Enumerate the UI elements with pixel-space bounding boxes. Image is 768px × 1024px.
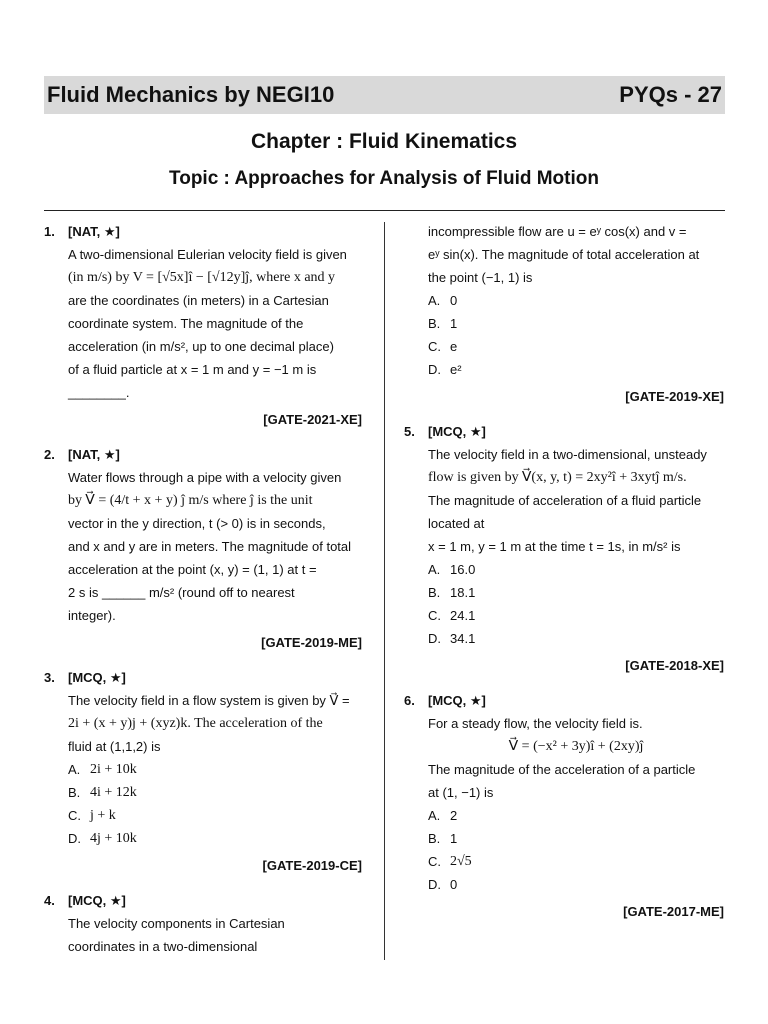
option-c: C. e bbox=[428, 339, 458, 354]
option-d: D. e² bbox=[428, 362, 462, 377]
question-text: For a steady flow, the velocity field is. V⃗ = (−x² + 3y)î + (2xy)ĵ The magnitude of the acceleration of a particle at (1, −1) is bbox=[428, 712, 724, 804]
question-type: [MCQ, ★] bbox=[428, 693, 486, 708]
question-type: [NAT, ★] bbox=[68, 224, 120, 239]
question-number: 6. bbox=[404, 693, 415, 708]
option-c: C. j + k bbox=[68, 808, 116, 823]
book-title: Fluid Mechanics by NEGI10 bbox=[47, 82, 335, 107]
option-a: A. 2 bbox=[428, 808, 458, 823]
option-b: B. 4i + 12k bbox=[68, 785, 137, 800]
question-text: The velocity components in Cartesian coordinates in a two-dimensional bbox=[68, 916, 285, 954]
question-2 bbox=[44, 443, 362, 654]
question-4-continued bbox=[404, 220, 724, 408]
question-number: 2. bbox=[44, 447, 55, 462]
question-4 bbox=[44, 889, 362, 958]
question-number: 4. bbox=[44, 893, 55, 908]
option-b: B. 18.1 bbox=[428, 585, 476, 600]
question-6 bbox=[404, 689, 724, 923]
question-source: [GATE-2017-ME] bbox=[623, 904, 724, 919]
topic-title: Topic : Approaches for Analysis of Fluid Motion bbox=[169, 168, 599, 189]
page-label: PYQs - 27 bbox=[619, 82, 722, 107]
question-source: [GATE-2019-ME] bbox=[261, 635, 362, 650]
question-text: incompressible flow are u = eʸ cos(x) and v = eʸ sin(x). The magnitude of total acceleration at the point (−1, 1) is bbox=[428, 224, 700, 285]
question-5 bbox=[404, 420, 724, 677]
question-source: [GATE-2019-CE] bbox=[262, 858, 362, 873]
option-c: C. 2√5 bbox=[428, 854, 472, 869]
question-text: The velocity field in a two-dimensional, unsteady flow is given by V⃗(x, y, t) = 2xy²î + 3xytĵ m/s. The magnitude of acceleration of a fluid particle located at x = 1 m, y = 1 m at the time t = 1s, in m/s² is bbox=[428, 447, 707, 554]
option-d: D. 4j + 10k bbox=[68, 831, 137, 846]
question-source: [GATE-2021-XE] bbox=[263, 412, 362, 427]
question-text: Water flows through a pipe with a velocity given by V⃗ = (4/t + x + y) ĵ m/s where ĵ is the unit vector in the y direction, t (> 0) is in seconds, and x and y are in meters. The magnitude of total acceleration at the point (x, y) = (1, 1) at t = 2 s is ______ m/s² (round off to nearest integer). bbox=[68, 470, 352, 623]
question-type: [MCQ, ★] bbox=[68, 670, 126, 685]
option-d: D. 34.1 bbox=[428, 631, 476, 646]
chapter-title: Chapter : Fluid Kinematics bbox=[250, 130, 518, 153]
question-type: [MCQ, ★] bbox=[428, 424, 486, 439]
question-source: [GATE-2019-XE] bbox=[625, 389, 724, 404]
left-column bbox=[44, 220, 362, 958]
option-b: B. 1 bbox=[428, 831, 458, 846]
column-divider bbox=[384, 222, 385, 960]
header-divider bbox=[44, 210, 725, 211]
question-type: [NAT, ★] bbox=[68, 447, 120, 462]
option-a: A. 0 bbox=[428, 293, 458, 308]
question-source: [GATE-2018-XE] bbox=[625, 658, 724, 673]
question-number: 1. bbox=[44, 224, 55, 239]
question-3 bbox=[44, 666, 362, 877]
question-text: The velocity field in a flow system is given by V⃗ = 2i + (x + y)j + (xyz)k. The acceleration of the fluid at (1,1,2) is bbox=[68, 693, 350, 754]
option-b: B. 1 bbox=[428, 316, 458, 331]
question-type: [MCQ, ★] bbox=[68, 893, 126, 908]
question-number: 3. bbox=[44, 670, 55, 685]
option-c: C. 24.1 bbox=[428, 608, 476, 623]
option-d: D. 0 bbox=[428, 877, 458, 892]
option-a: A. 16.0 bbox=[428, 562, 476, 577]
question-text: A two-dimensional Eulerian velocity field is given (in m/s) by V = [√5x]î − [√12y]ĵ, where x and y are the coordinates (in meters) in a Cartesian coordinate system. The magnitude of the acceleration (in m/s², up to one decimal place) of a fluid particle at x = 1 m and y = −1 m is ________. bbox=[68, 247, 347, 400]
question-1 bbox=[44, 220, 362, 431]
question-number: 5. bbox=[404, 424, 415, 439]
page-header bbox=[44, 76, 725, 114]
velocity-equation: V⃗ = (−x² + 3y)î + (2xy)ĵ bbox=[508, 739, 644, 754]
option-a: A. 2i + 10k bbox=[68, 762, 137, 777]
right-column bbox=[404, 220, 724, 923]
